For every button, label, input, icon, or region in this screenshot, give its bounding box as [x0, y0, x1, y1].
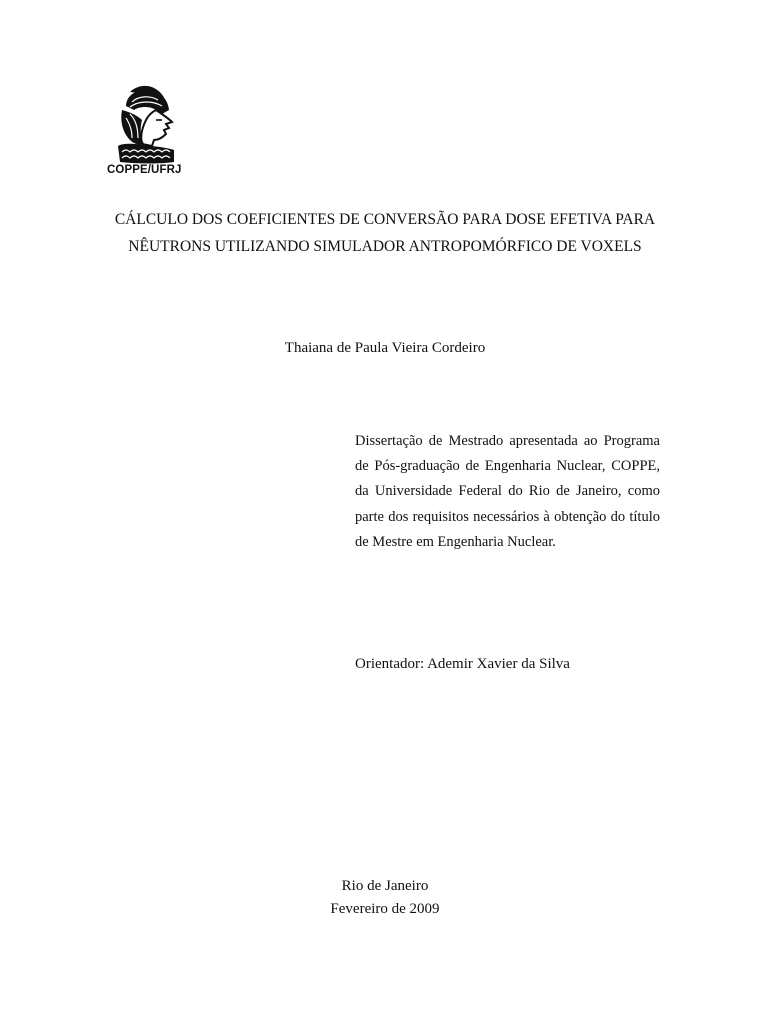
footer	[0, 875, 770, 921]
author-name: Thaiana de Paula Vieira Cordeiro	[284, 340, 486, 356]
footer-city: Rio de Janeiro	[341, 878, 429, 894]
dissertation-description: Dissertação de Mestrado apresentada ao Programa de Pós-graduação de Engenharia Nuclear, COPPE, da Universidade Federal do Rio de Janeiro, como parte dos requisitos necessários à obtenção do título de Mestre em Engenharia Nuclear.	[355, 433, 660, 550]
advisor: Orientador: Ademir Xavier da Silva	[355, 656, 570, 672]
logo-caption: COPPE/UFRJ	[107, 164, 182, 176]
footer-date: Fevereiro de 2009	[330, 901, 440, 917]
coppe-ufrj-minerva-emblem-icon	[112, 84, 182, 166]
document-title	[60, 206, 710, 260]
title-line-2: NÊUTRONS UTILIZANDO SIMULADOR ANTROPOMÓRFICO DE VOXELS	[128, 238, 642, 255]
title-line-1: CÁLCULO DOS COEFICIENTES DE CONVERSÃO PARA DOSE EFETIVA PARA	[114, 211, 656, 228]
